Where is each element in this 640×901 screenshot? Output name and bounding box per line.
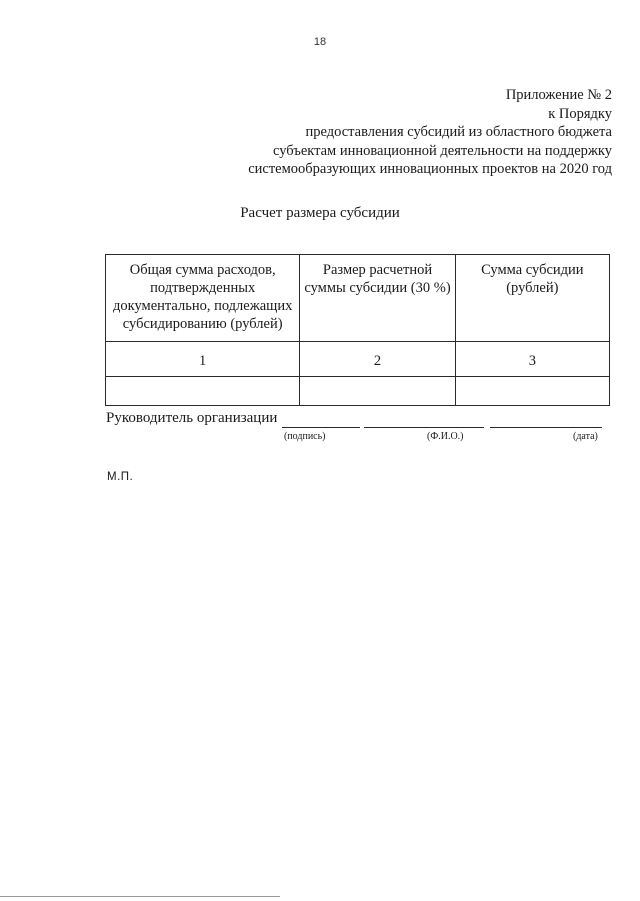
appendix-line: субъектам инновационной деятельности на поддержку [273, 142, 612, 159]
document-title: Расчет размера субсидии [240, 205, 400, 221]
date-blank[interactable] [490, 427, 602, 428]
appendix-line: системообразующих инновационных проектов на 2020 год [248, 161, 612, 177]
column-number: 3 [455, 342, 609, 377]
table-cell[interactable] [106, 377, 300, 406]
column-number: 1 [106, 342, 300, 377]
signature-label: Руководитель организации [106, 410, 278, 426]
table-header-text: Общая сумма расходов, подтвержденных документально, подлежащих субсидированию (рублей) [113, 262, 293, 332]
table-header-cell [300, 255, 455, 342]
column-number: 2 [300, 342, 455, 377]
appendix-line: к Порядку [548, 105, 612, 122]
table-header-text: Сумма субсидии (рублей) [481, 262, 584, 296]
table-number-row [106, 342, 610, 377]
appendix-line: Приложение № 2 [505, 87, 612, 103]
table-header-row [106, 255, 610, 342]
appendix-line: предоставления субсидий из областного бюджета [305, 124, 612, 140]
table-header-cell [106, 255, 300, 342]
table-cell[interactable] [300, 377, 455, 406]
table-row [106, 377, 610, 406]
table-header-cell [455, 255, 609, 342]
subsidy-table [105, 254, 610, 406]
stamp-placeholder: М.П. [107, 471, 134, 483]
name-caption: (Ф.И.О.) [427, 431, 464, 442]
signature-caption: (подпись) [284, 431, 326, 442]
name-blank[interactable] [364, 427, 484, 428]
document-title-wrapper [0, 205, 640, 222]
appendix-header [192, 86, 612, 179]
page-number: 18 [313, 36, 327, 48]
table-cell[interactable] [455, 377, 609, 406]
bottom-divider [0, 896, 280, 897]
signature-blank[interactable] [282, 427, 360, 428]
date-caption: (дата) [573, 431, 598, 442]
table-header-text: Размер расчетной суммы субсидии (30 %) [304, 262, 451, 296]
